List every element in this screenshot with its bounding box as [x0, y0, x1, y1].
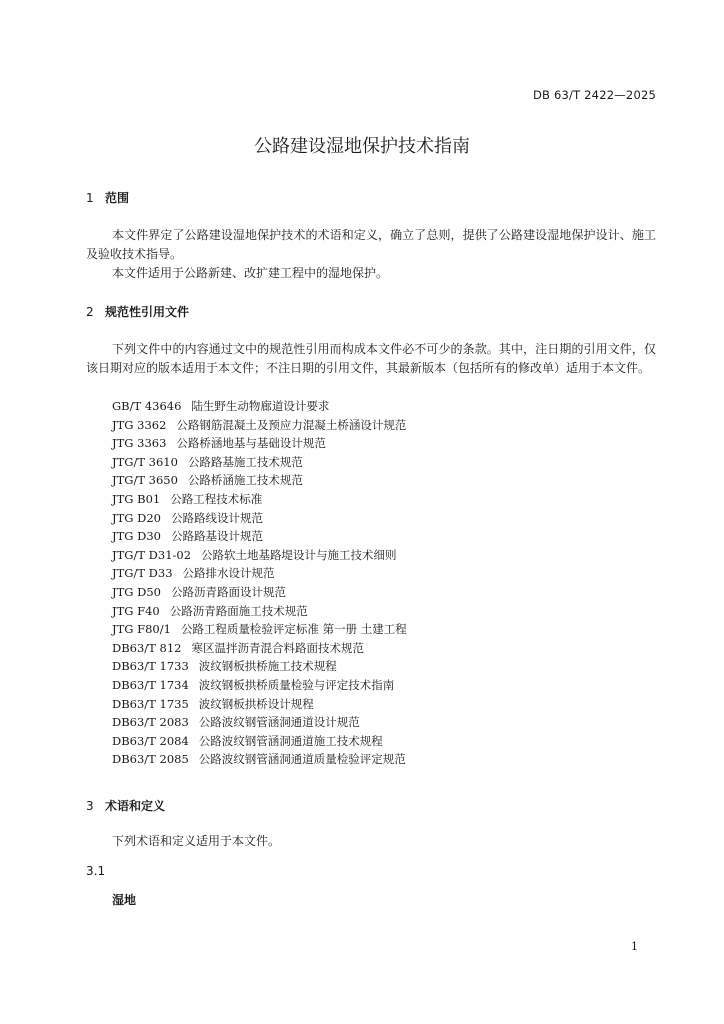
reference-item: [112, 471, 407, 490]
reference-name: 公路路基设计规范: [170, 529, 263, 544]
section-3-heading: [86, 797, 165, 814]
section-3-number: 3: [86, 799, 94, 813]
standard-code: DB 63/T 2422—2025: [532, 88, 656, 102]
page-number: 1: [631, 940, 638, 953]
reference-name: 公路钢筋混凝土及预应力混凝土桥涵设计规范: [176, 417, 407, 432]
reference-name: 公路波纹钢管涵洞通道施工技术规程: [198, 733, 383, 748]
reference-code: JTG B01: [112, 491, 161, 506]
reference-item: [112, 434, 407, 453]
section-3-title: 术语和定义: [105, 799, 166, 813]
reference-item: [112, 602, 407, 621]
reference-code: JTG/T D33: [112, 566, 173, 581]
reference-code: JTG F80/1: [112, 622, 171, 637]
reference-name: 波纹钢板拱桥质量检验与评定技术指南: [198, 677, 395, 692]
reference-item: [112, 490, 407, 509]
reference-name: 波纹钢板拱桥施工技术规程: [198, 659, 337, 674]
reference-code: DB63/T 2085: [112, 752, 189, 767]
reference-item: [112, 509, 407, 528]
section-1-title: 范围: [105, 191, 130, 205]
reference-item: [112, 416, 407, 435]
reference-name: 公路桥涵地基与基础设计规范: [176, 436, 326, 451]
reference-name: 公路路基施工技术规范: [187, 454, 303, 469]
section-2-intro: 下列文件中的内容通过文中的规范性引用而构成本文件必不可少的条款。其中，注日期的引用文件，仅该日期对应的版本适用于本文件；不注日期的引用文件，其最新版本（包括所有的修改单）适用于本文件。: [86, 342, 656, 375]
reference-name: 公路波纹钢管涵洞通道设计规范: [198, 715, 360, 730]
reference-item: [112, 676, 407, 695]
section-3-intro: 下列术语和定义适用于本文件。: [112, 834, 281, 848]
reference-code: DB63/T 812: [112, 640, 182, 655]
reference-item: [112, 546, 407, 565]
reference-name: 公路桥涵施工技术规范: [187, 473, 303, 488]
section-2-number: 2: [86, 305, 94, 319]
reference-code: JTG D20: [112, 510, 161, 525]
reference-name: 寒区温拌沥青混合料路面技术规范: [191, 640, 364, 655]
reference-item: [112, 750, 407, 769]
reference-item: [112, 564, 407, 583]
reference-item: [112, 453, 407, 472]
reference-code: JTG D30: [112, 529, 161, 544]
reference-code: JTG/T D31-02: [112, 547, 192, 562]
reference-code: JTG 3363: [112, 436, 167, 451]
reference-code: DB63/T 1734: [112, 677, 189, 692]
reference-code: JTG 3362: [112, 417, 167, 432]
section-2-title: 规范性引用文件: [105, 305, 190, 319]
reference-name: 公路工程技术标准: [170, 491, 263, 506]
reference-name: 公路波纹钢管涵洞通道质量检验评定规范: [198, 752, 406, 767]
reference-name: 公路路线设计规范: [170, 510, 263, 525]
reference-item: [112, 583, 407, 602]
reference-item: [112, 695, 407, 714]
section-1-heading: [86, 189, 129, 206]
reference-code: GB/T 43646: [112, 399, 182, 413]
reference-code: DB63/T 1735: [112, 696, 189, 711]
reference-name: 公路软土地基路堤设计与施工技术细则: [201, 547, 397, 562]
reference-code: JTG D50: [112, 584, 161, 599]
reference-code: JTG F40: [112, 603, 160, 618]
reference-item: [112, 620, 407, 639]
reference-name: 公路工程质量检验评定标准 第一册 土建工程: [180, 622, 407, 637]
reference-code: JTG/T 3610: [112, 454, 178, 469]
reference-name: 波纹钢板拱桥设计规程: [198, 696, 314, 711]
reference-item: [112, 657, 407, 676]
reference-code: DB63/T 2083: [112, 715, 189, 730]
section-2-heading: [86, 303, 189, 320]
reference-name: 公路沥青路面设计规范: [170, 584, 286, 599]
reference-item: [112, 639, 407, 658]
section-1-paragraph-2: 本文件适用于公路新建、改扩建工程中的湿地保护。: [112, 266, 389, 280]
section-1-paragraph-1: 本文件界定了公路建设湿地保护技术的术语和定义，确立了总则，提供了公路建设湿地保护设计、施工及验收技术指导。: [86, 228, 656, 261]
reference-item: [112, 732, 407, 751]
section-1-number: 1: [86, 191, 94, 205]
reference-code: JTG/T 3650: [112, 473, 178, 488]
reference-item: [112, 397, 407, 416]
reference-name: 陆生野生动物廊道设计要求: [191, 399, 330, 413]
reference-item: [112, 713, 407, 732]
reference-name: 公路排水设计规范: [182, 566, 275, 581]
document-title: 公路建设湿地保护技术指南: [254, 136, 470, 158]
reference-list: [112, 397, 407, 769]
subsection-number: 3.1: [86, 864, 106, 878]
term-heading: 湿地: [112, 893, 137, 907]
reference-name: 公路沥青路面施工技术规范: [169, 603, 308, 618]
reference-code: DB63/T 2084: [112, 733, 189, 748]
reference-code: DB63/T 1733: [112, 659, 189, 674]
reference-item: [112, 527, 407, 546]
